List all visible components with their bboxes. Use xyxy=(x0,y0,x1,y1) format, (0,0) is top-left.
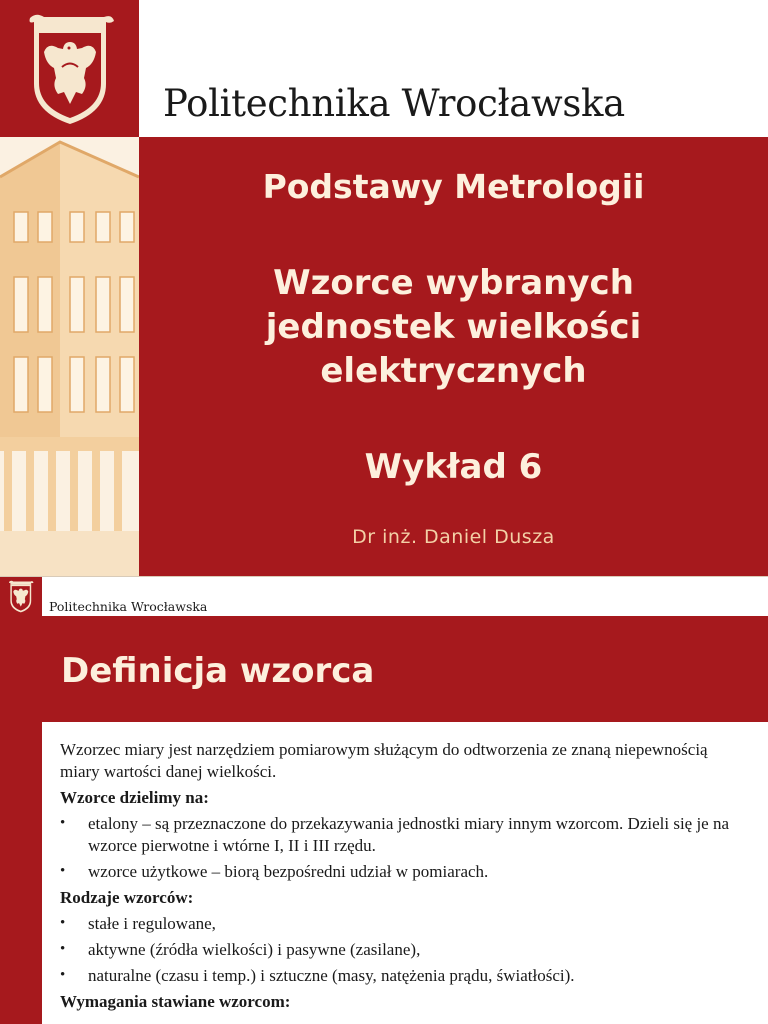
types-list xyxy=(60,913,750,987)
list-item: • naturalne (czasu i temp.) i sztuczne (masy, natężenia prądu, światłości). xyxy=(60,966,575,985)
bullet-icon: • xyxy=(60,967,66,983)
author-name: Dr inż. Daniel Dusza xyxy=(352,526,555,548)
logo-box xyxy=(0,0,139,137)
left-accent-bar xyxy=(0,616,42,1024)
slide-title-line-3: elektrycznych xyxy=(320,351,587,391)
slide-title xyxy=(139,261,768,393)
bullet-icon: • xyxy=(60,941,66,957)
content-slide xyxy=(0,577,768,1024)
list-item: • aktywne (źródła wielkości) i pasywne (zasilane), xyxy=(60,940,421,959)
slide-title: Definicja wzorca xyxy=(61,651,375,691)
eagle-shield-icon xyxy=(6,580,35,613)
university-name: Politechnika Wrocławska xyxy=(163,82,625,125)
bullet-icon: • xyxy=(60,863,66,879)
bullet-icon: • xyxy=(60,915,66,931)
slide-title-line-2: jednostek wielkości xyxy=(265,307,642,347)
bullet-icon: • xyxy=(60,815,66,831)
slide-title-line-1: Wzorce wybranych xyxy=(273,263,634,303)
slide-body xyxy=(60,739,750,1017)
division-list xyxy=(60,813,750,883)
division-heading: Wzorce dzielimy na: xyxy=(60,788,209,807)
course-name: Podstawy Metrologii xyxy=(262,167,645,206)
intro-paragraph: Wzorzec miary jest narzędziem pomiarowym służącym do odtworzenia ze znaną niepewnością miary wartości danej wielkości. xyxy=(60,740,708,781)
university-name-small: Politechnika Wrocławska xyxy=(49,599,208,614)
building-illustration xyxy=(0,137,139,576)
list-item: • wzorce użytkowe – biorą bezpośredni udział w pomiarach. xyxy=(60,862,489,881)
title-banner xyxy=(42,616,768,722)
eagle-shield-icon xyxy=(22,12,116,126)
small-logo-box xyxy=(0,577,42,616)
lecture-number: Wykład 6 xyxy=(364,447,543,487)
list-item: • stałe i regulowane, xyxy=(60,914,216,933)
title-panel xyxy=(139,137,768,576)
requirements-heading: Wymagania stawiane wzorcom: xyxy=(60,992,291,1011)
list-item: • etalony – są przeznaczone do przekazywania jednostki miary innym wzorcom. Dzieli się je na wzorce pierwotne i wtórne I, II i III rzędu. xyxy=(60,814,730,855)
types-heading: Rodzaje wzorców: xyxy=(60,888,194,907)
